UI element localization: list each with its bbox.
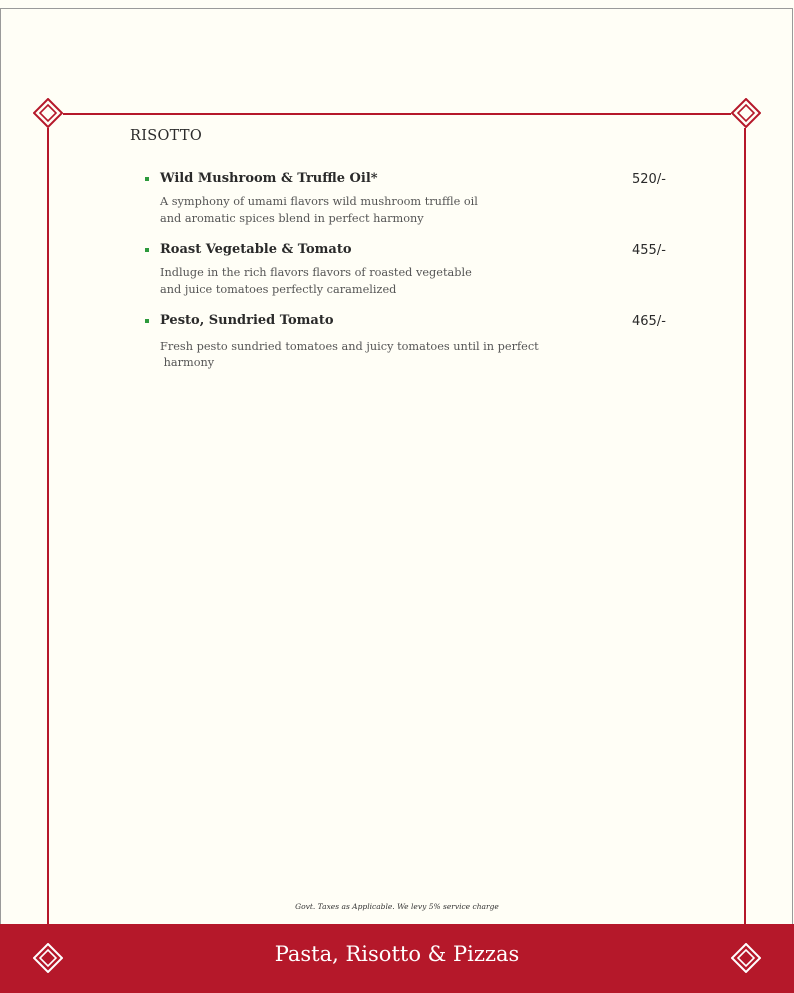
item-description-line: and juice tomatoes perfectly caramelized bbox=[160, 283, 397, 296]
tax-note: Govt. Taxes as Applicable. We levy 5% service charge bbox=[295, 902, 499, 911]
frame-left-line bbox=[47, 112, 49, 926]
item-description-line: Indluge in the rich flavors flavors of roasted vegetable bbox=[160, 266, 472, 279]
page-border bbox=[0, 8, 793, 992]
item-description-line: A symphony of umami flavors wild mushroom truffle oil bbox=[160, 195, 478, 208]
diamond-ornament-icon bbox=[33, 98, 63, 128]
diamond-ornament-icon bbox=[33, 943, 63, 973]
item-price: 520/- bbox=[632, 172, 666, 187]
item-name: Wild Mushroom & Truffle Oil* bbox=[160, 171, 378, 186]
frame-top-line bbox=[48, 113, 746, 115]
item-name: Pesto, Sundried Tomato bbox=[160, 313, 334, 328]
item-description-line: and aromatic spices blend in perfect harmony bbox=[160, 212, 424, 225]
footer-title: Pasta, Risotto & Pizzas bbox=[274, 942, 520, 966]
bullet-icon bbox=[145, 177, 149, 181]
section-title: RISOTTO bbox=[130, 128, 203, 144]
item-description-line: Fresh pesto sundried tomatoes and juicy tomatoes until in perfect bbox=[160, 340, 539, 353]
item-price: 455/- bbox=[632, 243, 666, 258]
bullet-icon bbox=[145, 319, 149, 323]
diamond-ornament-icon bbox=[731, 98, 761, 128]
diamond-ornament-icon bbox=[731, 943, 761, 973]
item-price: 465/- bbox=[632, 314, 666, 329]
bullet-icon bbox=[145, 248, 149, 252]
item-name: Roast Vegetable & Tomato bbox=[160, 242, 352, 257]
frame-right-line bbox=[744, 112, 746, 926]
item-description-line: harmony bbox=[160, 356, 215, 369]
